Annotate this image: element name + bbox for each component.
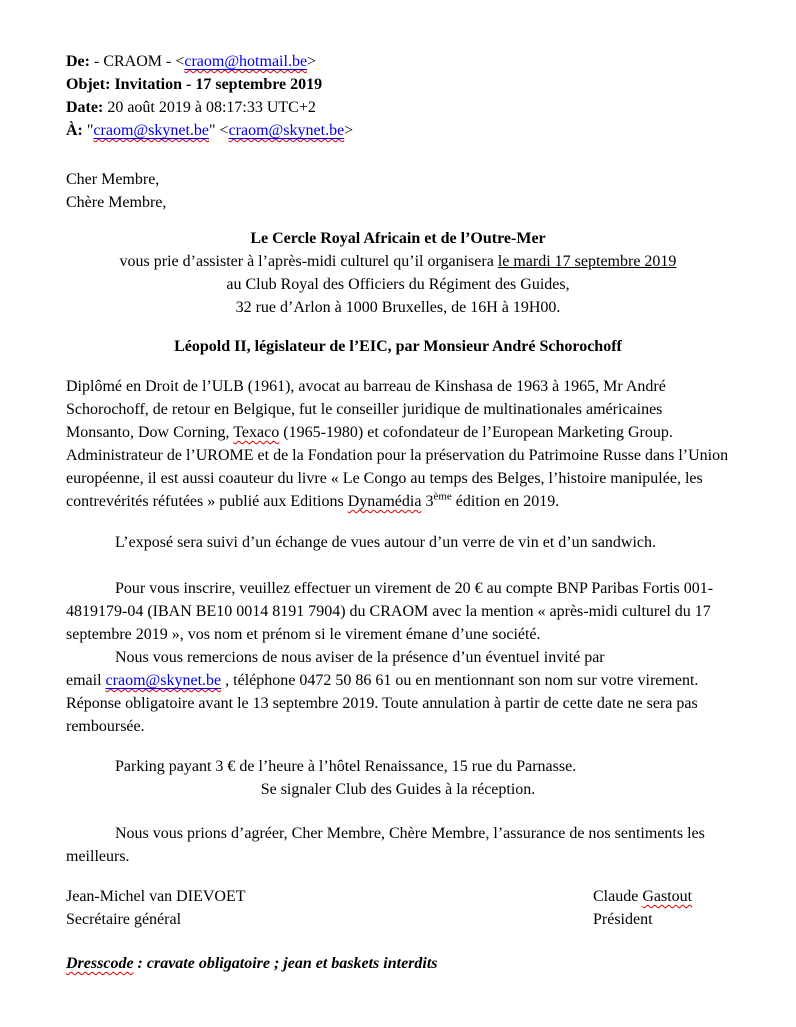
to-label: À: [66,122,83,139]
date-value: 20 août 2019 à 08:17:33 UTC+2 [103,99,316,116]
president-name-pre: Claude [593,888,643,905]
salutation-line-2: Chère Membre, [66,194,167,211]
payment-paragraph: Pour vous inscrire, veuillez effectuer un virement de 20 € au compte BNP Paribas Fortis 001-4819179-04 (IBAN BE10 0014 8191 7904) du CRAOM avec la mention « après-midi culturel du 17 septembre 2019 », vos nom et prénom si le virement émane d’une société. [66,580,714,643]
event-date-underlined: le mardi 17 septembre 2019 [497,253,677,270]
invitation-block [66,227,730,319]
bio-part-4: édition en 2019. [451,493,560,510]
to-pre-text: " [82,122,94,139]
president-name-misspelled: Gastout [642,888,693,905]
secretary-name: Jean-Michel van DIEVOET [66,888,246,905]
venue-line-2: 32 rue d’Arlon à 1000 Bruxelles, de 16H à 19H00. [235,299,561,316]
signature-block [66,885,730,931]
from-link-squiggle [184,53,307,70]
president-name [593,885,692,908]
rsvp-email-prefix: email [66,672,106,689]
mail-header [66,50,730,142]
parking-line: Parking payant 3 € de l’heure à l’hôtel Renaissance, 15 rue du Parnasse. [115,758,577,775]
signature-right [593,885,692,931]
to-link1-squiggle [93,122,209,139]
invitation-text: vous prie d’assister à l’après-midi culturel qu’il organisera [119,253,498,270]
to-email-link-2[interactable]: craom@skynet.be [228,122,345,139]
rsvp-email-link[interactable]: craom@skynet.be [105,672,222,689]
organization-name: Le Cercle Royal Africain et de l’Outre-Mer [250,230,546,247]
subject-label: Objet: [66,76,111,93]
rsvp-link-squiggle [106,672,222,689]
to-post-text: > [344,122,354,139]
bio-part-2: (1965-1980) et cofondateur de l’European Marketing Group. Administrateur de l’UROME et de la Fondation pour la préservation du Patrimoine Russe dans l’Union européenne, il est aussi coauteur du livre « Le Congo au temps des Belges, l’histoire manipulée, les contrevérités réfutées » publié aux Editions [66,424,729,510]
header-to-row [66,119,730,142]
date-label: Date: [66,99,104,116]
to-mid-text: " < [209,122,229,139]
rsvp-paragraph [66,646,730,738]
rsvp-line-1: Nous vous remercions de nous aviser de la présence d’un éventuel invité par [115,649,605,666]
bio-misspelled-texaco: Texaco [233,424,280,441]
president-title: Président [593,911,653,928]
expose-line: L’exposé sera suivi d’un échange de vues autour d’un verre de vin et d’un sandwich. [115,534,657,551]
closing-paragraph: Nous vous prions d’agréer, Cher Membre, Chère Membre, l’assurance de nos sentiments les meilleurs. [66,825,705,865]
talk-title: Léopold II, législateur de l’EIC, par Monsieur André Schorochoff [174,338,622,355]
bio-superscript-eme: ème [433,490,452,503]
secretary-title: Secrétaire général [66,911,182,928]
salutation-block [66,168,730,214]
speaker-bio-paragraph [66,375,730,513]
bio-misspelled-dynamedia: Dynamédia [347,493,422,510]
bio-part-1: Diplômé en Droit de l’ULB (1961), avocat au barreau de Kinshasa de 1963 à 1965, Mr André Schorochoff, de retour en Belgique, fut le conseiller juridique de multinationales américaines Monsanto, Dow Corning, [66,378,666,441]
header-subject-row [66,73,730,96]
dresscode-line [66,952,730,975]
signature-left [66,885,593,931]
reception-line: Se signaler Club des Guides à la réception. [260,781,536,798]
from-email-link[interactable]: craom@hotmail.be [184,53,308,70]
header-date-row [66,96,730,119]
header-from-row [66,50,730,73]
salutation-line-1: Cher Membre, [66,171,160,188]
to-link2-squiggle [229,122,345,139]
dresscode-rest: : cravate obligatoire ; jean et baskets interdits [133,955,438,972]
rsvp-after-email: , téléphone 0472 50 86 61 ou en mentionnant son nom sur votre virement. Réponse obligatoire avant le 13 septembre 2019. Toute annulation à partir de cette date ne sera pas remboursée. [66,672,699,735]
venue-line-1: au Club Royal des Officiers du Régiment des Guides, [226,276,570,293]
to-email-link-1[interactable]: craom@skynet.be [93,122,210,139]
from-label: De: [66,53,90,70]
subject-value: Invitation - 17 septembre 2019 [110,76,323,93]
bio-part-3: 3 [421,493,434,510]
from-post-text: > [307,53,317,70]
from-pre-text: - CRAOM - < [89,53,185,70]
dresscode-misspelled-word: Dresscode [66,955,134,972]
invitation-line [66,250,730,273]
